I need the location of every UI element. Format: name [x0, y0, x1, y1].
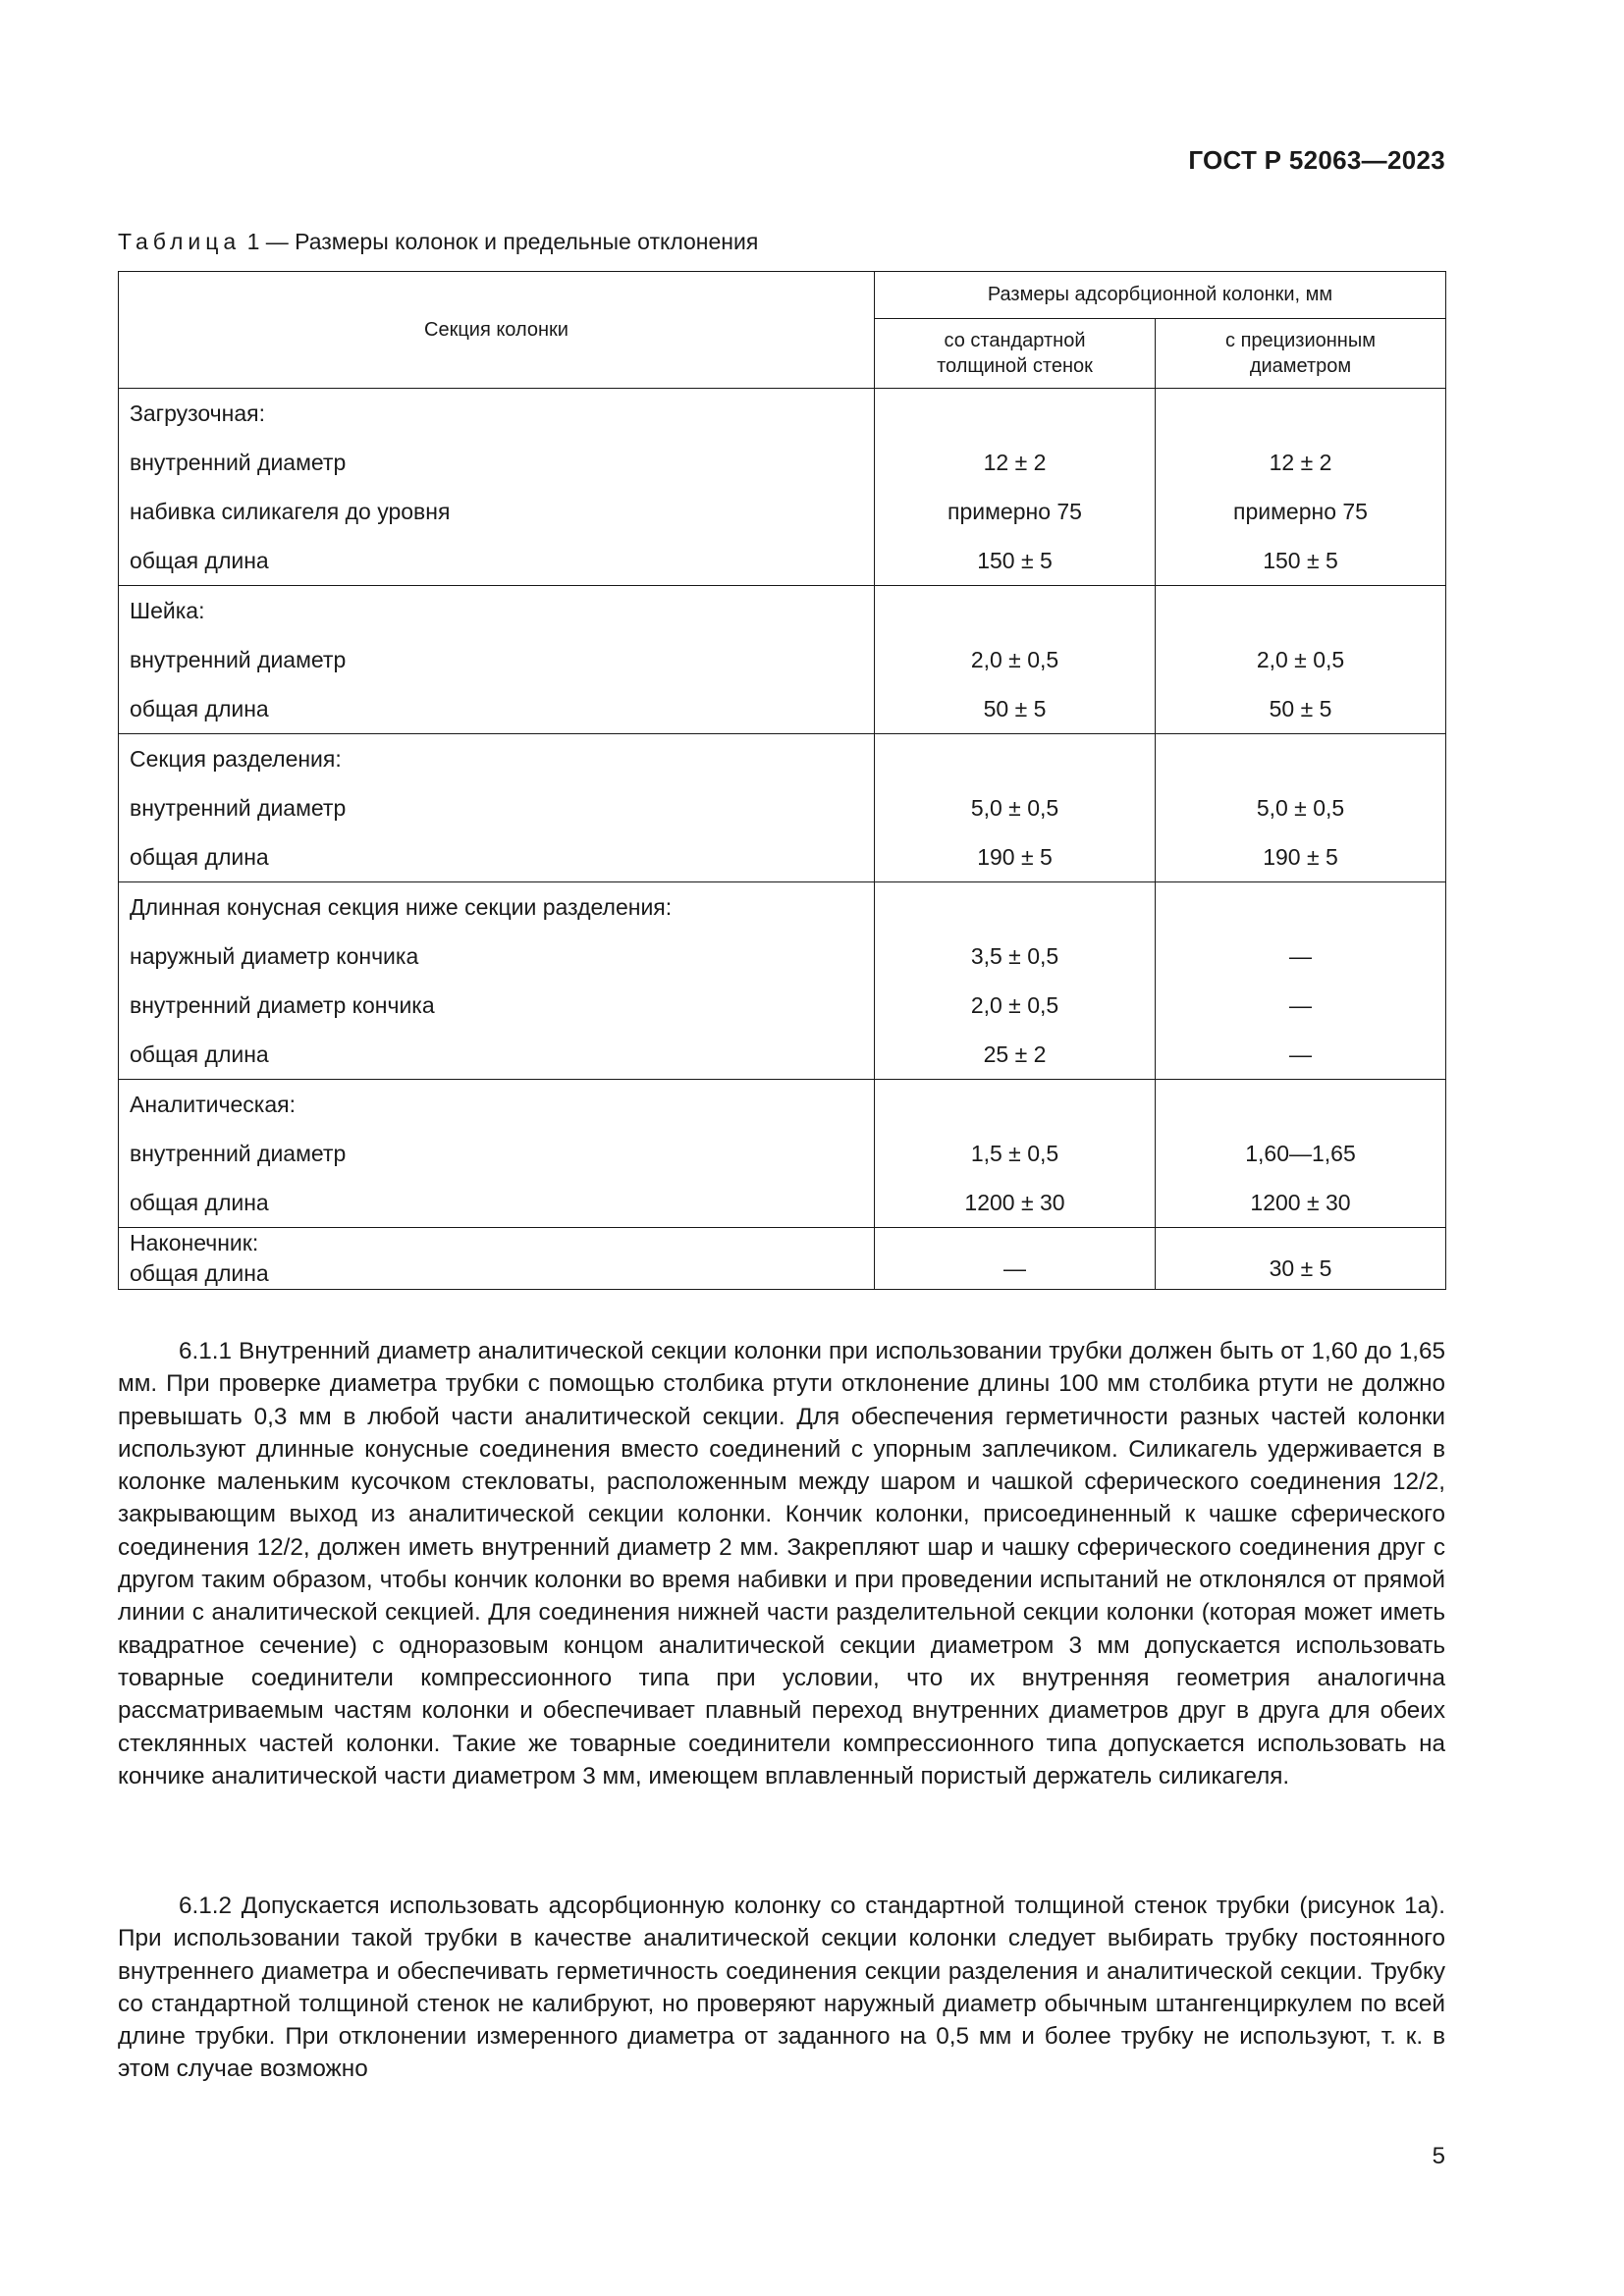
- paragraph-6-1-1: [118, 1335, 1445, 1792]
- standard-value: 5,0 ± 0,5: [970, 795, 1059, 821]
- standard-values-cell: [875, 734, 1156, 882]
- precision-value: 1,60—1,65: [1245, 1141, 1356, 1166]
- standard-values-cell: [875, 882, 1156, 1080]
- section-label-cell: [119, 734, 875, 882]
- table-row-group-tip: [119, 1228, 1446, 1290]
- table-row-group-loading: [119, 389, 1446, 586]
- standard-value: 3,5 ± 0,5: [970, 943, 1059, 969]
- precision-values-cell: [1156, 882, 1446, 1080]
- section-label-cell: [119, 389, 875, 586]
- section-title: Загрузочная:: [130, 400, 265, 426]
- table-caption-title: — Размеры колонок и предельные отклонения: [259, 229, 759, 254]
- standard-values-cell: [875, 389, 1156, 586]
- header-dimensions-group: Размеры адсорбционной колонки, мм: [875, 272, 1446, 319]
- precision-value: 190 ± 5: [1263, 844, 1338, 870]
- header-standard-line1: со стандартной: [944, 330, 1086, 352]
- section-title: Секция разделения:: [130, 746, 342, 772]
- precision-value: —: [1289, 943, 1312, 969]
- row-label: наружный диаметр кончика: [130, 943, 419, 969]
- precision-value: примерно 75: [1233, 499, 1368, 524]
- precision-value: 30 ± 5: [1269, 1255, 1332, 1281]
- row-label: внутренний диаметр: [130, 1141, 347, 1166]
- precision-value: 12 ± 2: [1269, 450, 1332, 475]
- standard-value: 50 ± 5: [983, 696, 1047, 721]
- paragraph-text: 6.1.1 Внутренний диаметр аналитической секции колонки при использовании трубки должен быть от 1,60 до 1,65 мм. При проверке диаметра трубки с помощью столбика ртути отклонение длины 100 мм столбика ртути не должно превышать 0,3 мм в любой части аналитической секции. Для обеспечения герметичности разных частей колонки используют длинные конусные соединения вместо соединений с упорным заплечиком. Силикагель удерживается в колонке маленьким кусочком стекловаты, расположенным между шаром и чашкой сферического соединения 12/2, закрывающим выход из аналитической секции колонки. Кончик колонки, присоединенный к чашке сферического соединения 12/2, должен иметь внутренний диаметр 2 мм. Закрепляют шар и чашку сферического соединения друг с другом таким образом, чтобы кончик колонки во время набивки и при проведении испытаний не отклонялся от прямой линии с аналитической секцией. Для соединения нижней части разделительной секции колонки (которая может иметь квадратное сечение) с одноразовым концом аналитической секции диаметром 3 мм допускается использовать товарные соединители компрессионного типа при условии, что их внутренняя геометрия аналогична рассматриваемым частям колонки и обеспечивает плавный переход внутренних диаметров друг в друга для обеих стеклянных частей колонки. Такие же товарные соединители компрессионного типа допускается использовать на кончике аналитической части диаметром 3 мм, имеющем вплавленный пористый держатель силикагеля.: [118, 1338, 1445, 1789]
- precision-values-cell: [1156, 734, 1446, 882]
- paragraph-6-1-2: [118, 1890, 1445, 2086]
- row-label: внутренний диаметр: [130, 647, 347, 672]
- standard-value: 150 ± 5: [977, 548, 1053, 573]
- row-label: набивка силикагеля до уровня: [130, 499, 451, 524]
- paragraph-text: 6.1.2 Допускается использовать адсорбционную колонку со стандартной толщиной стенок трубки (рисунок 1а). При использовании такой трубки в качестве аналитической секции колонки следует выбирать трубку постоянного внутреннего диаметра и обеспечивать герметичность соединения секции разделения и аналитической секции. Трубку со стандартной толщиной стенок не калибруют, но проверяют наружный диаметр обычным штангенциркулем по всей длине трубки. При отклонении измеренного диаметра от заданного на 0,5 мм и более трубку не используют, т. к. в этом случае возможно: [118, 1893, 1445, 2083]
- row-label: общая длина: [130, 1041, 269, 1067]
- precision-value: 50 ± 5: [1269, 696, 1332, 721]
- precision-value: 150 ± 5: [1263, 548, 1338, 573]
- standard-number-header: ГОСТ Р 52063—2023: [1188, 145, 1445, 175]
- standard-value: 2,0 ± 0,5: [970, 992, 1059, 1018]
- header-section-column: Секция колонки: [119, 272, 875, 389]
- row-label: общая длина: [130, 1190, 269, 1215]
- standard-values-cell: [875, 586, 1156, 734]
- precision-value: —: [1289, 1041, 1312, 1067]
- section-title: Шейка:: [130, 598, 205, 623]
- standard-values-cell: [875, 1080, 1156, 1228]
- table-row-group-neck: [119, 586, 1446, 734]
- header-standard-wall: [875, 319, 1156, 389]
- standard-values-cell: [875, 1228, 1156, 1290]
- header-precision-diameter: [1156, 319, 1446, 389]
- standard-value: —: [1003, 1255, 1026, 1281]
- section-title: Наконечник:: [130, 1230, 259, 1255]
- standard-value: 12 ± 2: [983, 450, 1047, 475]
- row-label: общая длина: [130, 548, 269, 573]
- header-precision-line2: диаметром: [1249, 355, 1352, 378]
- precision-value: —: [1289, 992, 1312, 1018]
- section-label-cell: [119, 882, 875, 1080]
- header-precision-line1: с прецизионным: [1225, 330, 1376, 352]
- standard-value: 1,5 ± 0,5: [970, 1141, 1059, 1166]
- precision-value: 5,0 ± 0,5: [1256, 795, 1345, 821]
- table-row-group-analytical: [119, 1080, 1446, 1228]
- precision-value: 1200 ± 30: [1250, 1190, 1351, 1215]
- page-number: 5: [1432, 2143, 1445, 2169]
- standard-value: примерно 75: [947, 499, 1082, 524]
- precision-values-cell: [1156, 1080, 1446, 1228]
- header-standard-line2: толщиной стенок: [937, 355, 1093, 378]
- table-caption-number: 1: [246, 229, 260, 254]
- standard-value: 190 ± 5: [977, 844, 1053, 870]
- row-label: внутренний диаметр кончика: [130, 992, 435, 1018]
- table-caption: [118, 229, 758, 255]
- section-title: Длинная конусная секция ниже секции разделения:: [130, 894, 673, 920]
- precision-value: 2,0 ± 0,5: [1256, 647, 1345, 672]
- section-label-cell: [119, 1228, 875, 1290]
- precision-values-cell: [1156, 389, 1446, 586]
- row-label: внутренний диаметр: [130, 795, 347, 821]
- precision-values-cell: [1156, 586, 1446, 734]
- row-label: общая длина: [130, 1260, 269, 1286]
- table-row-group-separation: [119, 734, 1446, 882]
- row-label: общая длина: [130, 844, 269, 870]
- row-label: общая длина: [130, 696, 269, 721]
- section-title: Аналитическая:: [130, 1092, 296, 1117]
- standard-value: 1200 ± 30: [964, 1190, 1065, 1215]
- row-label: внутренний диаметр: [130, 450, 347, 475]
- standard-value: 25 ± 2: [983, 1041, 1047, 1067]
- standard-value: 2,0 ± 0,5: [970, 647, 1059, 672]
- dimensions-table: [118, 271, 1446, 1290]
- precision-values-cell: [1156, 1228, 1446, 1290]
- table-caption-prefix: Таблица: [118, 229, 242, 254]
- section-label-cell: [119, 1080, 875, 1228]
- section-label-cell: [119, 586, 875, 734]
- table-row-group-cone: [119, 882, 1446, 1080]
